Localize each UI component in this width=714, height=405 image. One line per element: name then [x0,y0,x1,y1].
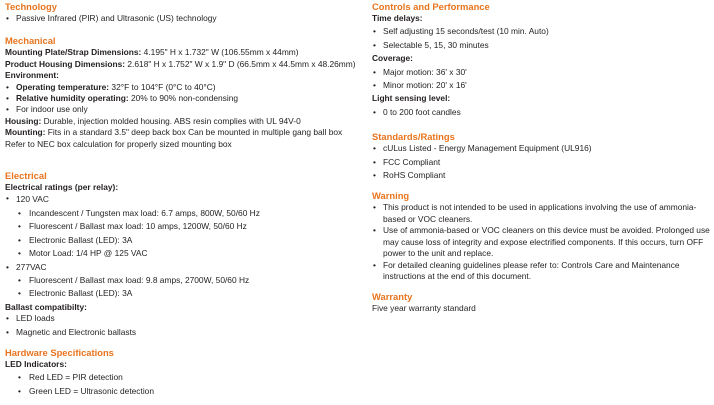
env-temperature-value: 32°F to 104°F (0°C to 40°C) [109,81,216,92]
mounting-spec [5,127,357,150]
light-sensing-label: Light sensing level: [372,93,451,104]
warranty-section [372,291,710,314]
vac277-electronic-ballast: • Electronic Ballast (LED): 3A [5,288,357,299]
environment-label: Environment: [5,70,59,81]
housing-label: Housing: [5,115,42,126]
time-delay-selectable: • Selectable 5, 15, 30 minutes [372,40,710,51]
hardware-section [5,347,357,397]
technology-heading: Technology [5,1,57,12]
led-red-item: • Red LED = PIR detection [5,372,357,383]
env-item-indoor [5,104,357,115]
ballast-compatibility-label: Ballast compatibilty: [5,301,87,312]
mechanical-heading: Mechanical [5,35,56,47]
time-delay-self-adjusting: • Self adjusting 15 seconds/test (10 min. Auto) [372,26,710,37]
mounting-plate-label: Mounting Plate/Strap Dimensions: [5,47,142,58]
coverage-minor-motion: • Minor motion: 20' x 16' [372,80,710,91]
standard-culus: • cULus Listed - Energy Management Equipment (UL916) [372,143,710,154]
vac277-fluorescent: • Fluorescent / Ballast max load: 9.8 amps, 2700W, 50/60 Hz [5,275,357,286]
hardware-heading: Hardware Specifications [5,346,114,358]
vac120-item: • 120 VAC [5,193,357,205]
vac277-item: • 277VAC [5,262,357,273]
standard-fcc: • FCC Compliant [372,157,710,168]
warning-item-avoid: • Use of ammonia-based or VOC cleaners on this device must be avoided. Prolonged use may cause loss of integrity and expose electrified components. If this occurs, turn OFF power to the unit and replace. [372,225,710,259]
vac120-motor-load: • Motor Load: 1/4 HP @ 125 VAC [5,248,357,259]
led-green-item: • Green LED = Ultrasonic detection [5,386,357,397]
standard-rohs: • RoHS Compliant [372,170,710,181]
led-indicators-label: LED Indicators: [5,358,67,369]
electrical-ratings-label: Electrical ratings (per relay): [5,182,119,193]
warning-item-cleaning: • For detailed cleaning guidelines please refer to: Controls Care and Maintenance instructions at the end of this document. [372,260,710,283]
env-item-humidity [5,93,357,104]
housing-dimensions [5,59,357,70]
vac120-fluorescent: • Fluorescent / Ballast max load: 10 amps, 1200W, 50/60 Hz [5,221,357,232]
env-humidity-value: 20% to 90% non-condensing [128,93,239,104]
housing-value: Durable, injection molded housing. ABS resin complies with UL 94V-0 [41,115,301,126]
env-indoor-value: For indoor use only [16,104,88,115]
coverage-label: Coverage: [372,53,413,64]
electrical-heading: Electrical [5,170,47,182]
warning-heading: Warning [372,190,410,202]
housing-dimensions-value: 2.618" H x 1.752" W x 1.9" D (66.5mm x 44.5mm x 48.26mm) [125,58,356,69]
electrical-section [5,170,357,338]
mechanical-section [5,35,357,150]
housing-spec [5,116,357,127]
coverage-major-motion: • Major motion: 36' x 30' [372,67,710,78]
controls-heading: Controls and Performance [372,1,490,12]
ballast-led-loads: • LED loads [5,313,357,324]
standards-section [372,131,710,181]
time-delays-label: Time delays: [372,13,423,23]
ballast-magnetic-electronic: • Magnetic and Electronic ballasts [5,327,357,338]
light-sensing-range: • 0 to 200 foot candles [372,107,710,118]
mounting-plate-dimensions [5,47,357,58]
mounting-plate-value: 4.195" H x 1.732" W (106.55mm x 44mm) [141,47,299,58]
housing-dimensions-label: Product Housing Dimensions: [5,58,126,69]
right-column [372,1,710,315]
technology-item: • Passive Infrared (PIR) and Ultrasonic (US) technology [5,13,357,24]
env-item-temperature [5,82,357,93]
mounting-value: Fits in a standard 3.5" deep back box Can be mounted in multiple gang ball box Refer to NEC box calculation for properly sized mounting box [5,127,343,149]
warranty-heading: Warranty [372,291,413,303]
vac120-incandescent: • Incandescent / Tungsten max load: 6.7 amps, 800W, 50/60 Hz [5,208,357,219]
warranty-text: Five year warranty standard [372,303,476,314]
env-humidity-label: Relative humidity operating: [16,93,129,104]
warning-item-ammonia: • This product is not intended to be used in applications involving the use of ammonia-based or VOC cleaners. [372,202,710,225]
left-column [5,1,357,397]
env-temperature-label: Operating temperature: [16,81,110,92]
controls-section [372,1,710,118]
mounting-label: Mounting: [5,127,46,138]
standards-heading: Standards/Ratings [372,131,455,143]
technology-section [5,1,357,24]
warning-section [372,190,710,282]
vac120-electronic-ballast: • Electronic Ballast (LED): 3A [5,235,357,246]
